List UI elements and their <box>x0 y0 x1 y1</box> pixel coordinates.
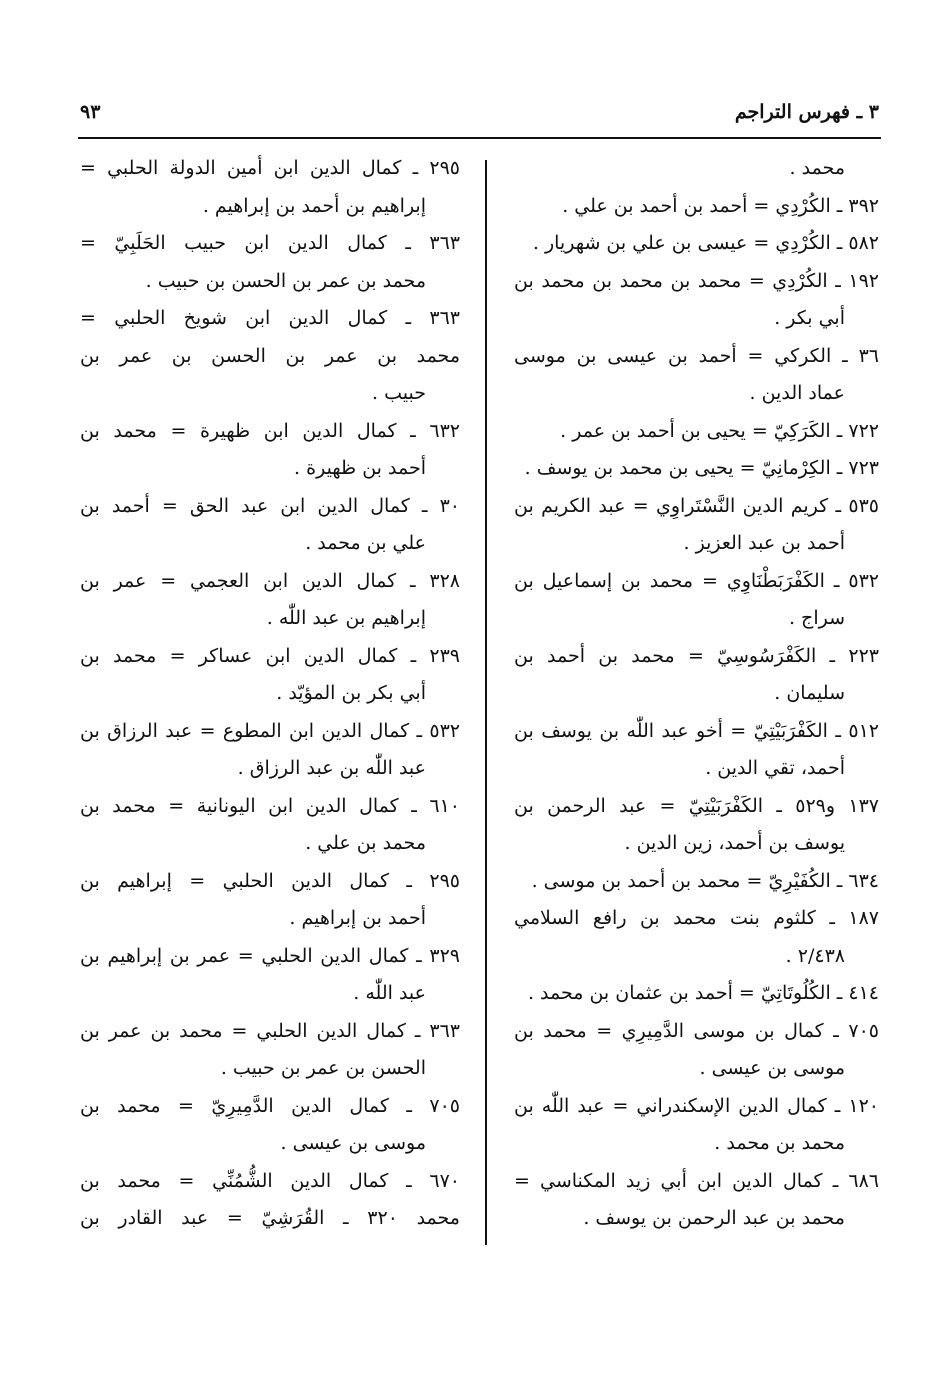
column-divider <box>485 160 487 1245</box>
index-entry-line: محمد بن عبد الرحمن بن يوسف . <box>583 1207 845 1229</box>
index-entry-line: عبد اللّٰه . <box>353 982 426 1004</box>
index-entry-line: محمد ٣٢٠ ـ القُرَشِيّ = عبد القادر بن <box>80 1207 460 1229</box>
index-entry-line: موسى بن عيسى . <box>280 1132 426 1154</box>
index-entry-line: أحمد بن إبراهيم . <box>289 907 426 929</box>
index-entry-line: ٧٠٥ ـ كمال الدين الدَّمِيرِيّ = محمد بن <box>80 1094 460 1117</box>
index-entry-line: ٣٦ ـ الكركي = أحمد بن عيسى بن موسى <box>514 344 879 367</box>
index-entry-line: أحمد، تقي الدين . <box>705 757 845 779</box>
index-entry-line: سليمان . <box>774 682 845 704</box>
index-entry-line: ٢/٤٣٨ . <box>785 944 845 967</box>
index-entry-line: ٥٣٢ ـ كمال الدين ابن المطوع = عبد الرزاق بن <box>80 719 460 742</box>
index-entry-line: سراج . <box>788 607 845 629</box>
index-entry-line: حبيب . <box>372 382 426 404</box>
index-entry-line: ٣٢٩ ـ كمال الدين الحلبي = عمر بن إبراهيم بن <box>80 944 460 967</box>
index-entry-line: علي بن محمد . <box>305 532 426 554</box>
index-entry-line: محمد . <box>789 157 845 179</box>
index-entry-line: الحسن بن عمر بن حبيب . <box>220 1057 426 1079</box>
index-entry-line: أحمد بن عبد العزيز . <box>683 532 845 554</box>
index-entry-line: ٥٣٥ ـ كريم الدين النَّسْتَراوِي = عبد الكريم بن <box>514 494 879 517</box>
index-entry-line: ٣٢٨ ـ كمال الدين ابن العجمي = عمر بن <box>80 569 460 592</box>
index-entry-line: ٦٨٦ ـ كمال الدين ابن أبي زيد المكناسي = <box>514 1169 879 1192</box>
section-title: ٣ ـ فهرس التراجم <box>734 101 879 123</box>
index-column-left <box>80 150 460 1238</box>
index-entry-line: ٦٣٤ ـ الكُفَيْرِيّ = محمد بن أحمد بن موسى . <box>531 869 879 892</box>
index-entry-line: عبد اللّٰه بن عبد الرزاق . <box>237 757 426 779</box>
page-number: ٩٣ <box>80 101 101 123</box>
index-entry-line: ٣٦٣ ـ كمال الدين ابن حبيب الحَلَبِيّ = <box>80 232 460 254</box>
index-entry-line: محمد بن عمر بن الحسن بن حبيب . <box>145 269 426 292</box>
index-entry-line: ٦٣٢ ـ كمال الدين ابن ظهيرة = محمد بن <box>80 419 460 442</box>
index-entry-line: ٢٩٥ ـ كمال الدين ابن أمين الدولة الحلبي = <box>80 157 460 179</box>
index-entry-line: إبراهيم بن عبد اللّٰه . <box>266 607 426 629</box>
index-entry-line: ١٩٢ ـ الكُرْدِي = محمد بن محمد بن محمد بن <box>514 269 879 292</box>
index-entry-line: ٢٢٣ ـ الكَفْرَسُوسِيّ = محمد بن أحمد بن <box>514 644 879 667</box>
index-entry-line: ٢٩٥ ـ كمال الدين الحلبي = إبراهيم بن <box>80 869 460 892</box>
index-entry-line: ١٢٠ ـ كمال الدين الإسكندراني = عبد اللّٰه بن <box>514 1094 879 1117</box>
index-column-right <box>514 150 879 1238</box>
index-entry-line: ٥٣٢ ـ الكَفْرَبَطْنَاوِي = محمد بن إسماعيل بن <box>514 569 879 592</box>
index-entry-line: ٣٩٢ ـ الكُرْدِي = أحمد بن أحمد بن علي . <box>562 194 879 217</box>
index-entry-line: ٦١٠ ـ كمال الدين ابن اليونانية = محمد بن <box>80 794 460 817</box>
index-entry-line: ٣٦٣ ـ كمال الدين ابن شويخ الحلبي = <box>80 307 460 329</box>
index-entry-line: ٧٢٣ ـ الكِرْمانِيّ = يحيى بن محمد بن يوسف . <box>524 457 879 479</box>
index-entry-line: ٢٣٩ ـ كمال الدين ابن عساكر = محمد بن <box>80 644 460 667</box>
index-entry-line: ٥١٢ ـ الكَفْرَبَيْتِيّ = أخو عبد اللّٰه بن يوسف بن <box>514 719 879 742</box>
index-entry-line: ٥٨٢ ـ الكُرْدِي = عيسى بن علي بن شهريار . <box>532 232 879 254</box>
index-entry-line: ٣٦٣ ـ كمال الدين الحلبي = محمد بن عمر بن <box>80 1019 460 1042</box>
index-entry-line: إبراهيم بن أحمد بن إبراهيم . <box>202 194 426 217</box>
index-entry-line: موسى بن عيسى . <box>699 1057 845 1079</box>
index-entry-line: عماد الدين . <box>749 382 845 404</box>
index-entry-line: محمد بن محمد . <box>714 1132 845 1154</box>
index-entry-line: ٧٠٥ ـ كمال بن موسى الدَّمِيرِي = محمد بن <box>514 1019 879 1042</box>
index-entry-line: ١٨٧ ـ كلثوم بنت محمد بن رافع السلامي <box>514 907 879 929</box>
index-entry-line: محمد بن علي . <box>305 832 426 854</box>
index-entry-line: أبي بكر . <box>774 307 845 329</box>
index-entry-line: ٦٧٠ ـ كمال الدين الشُّمُنِّي = محمد بن <box>80 1169 460 1192</box>
header-rule <box>78 137 881 139</box>
page-header <box>80 95 879 129</box>
index-entry-line: ٧٢٢ ـ الكَرَكِيّ = يحيى بن أحمد بن عمر . <box>560 419 879 442</box>
index-entry-line: ٣٠ ـ كمال الدين ابن عبد الحق = أحمد بن <box>80 494 460 517</box>
index-entry-line: أبي بكر بن المؤيّد . <box>276 682 426 704</box>
index-entry-line: ٤١٤ ـ الكُلُوتَاتِيّ = أحمد بن عثمان بن محمد . <box>527 982 879 1004</box>
index-entry-line: أحمد بن ظهيرة . <box>294 457 426 479</box>
index-entry-line: محمد بن عمر بن الحسن بن عمر بن <box>80 344 460 367</box>
index-entry-line: ١٣٧ و٥٢٩ ـ الكَفْرَبَيْتِيّ = عبد الرحمن بن <box>514 794 880 817</box>
index-entry-line: يوسف بن أحمد، زين الدين . <box>624 832 845 854</box>
